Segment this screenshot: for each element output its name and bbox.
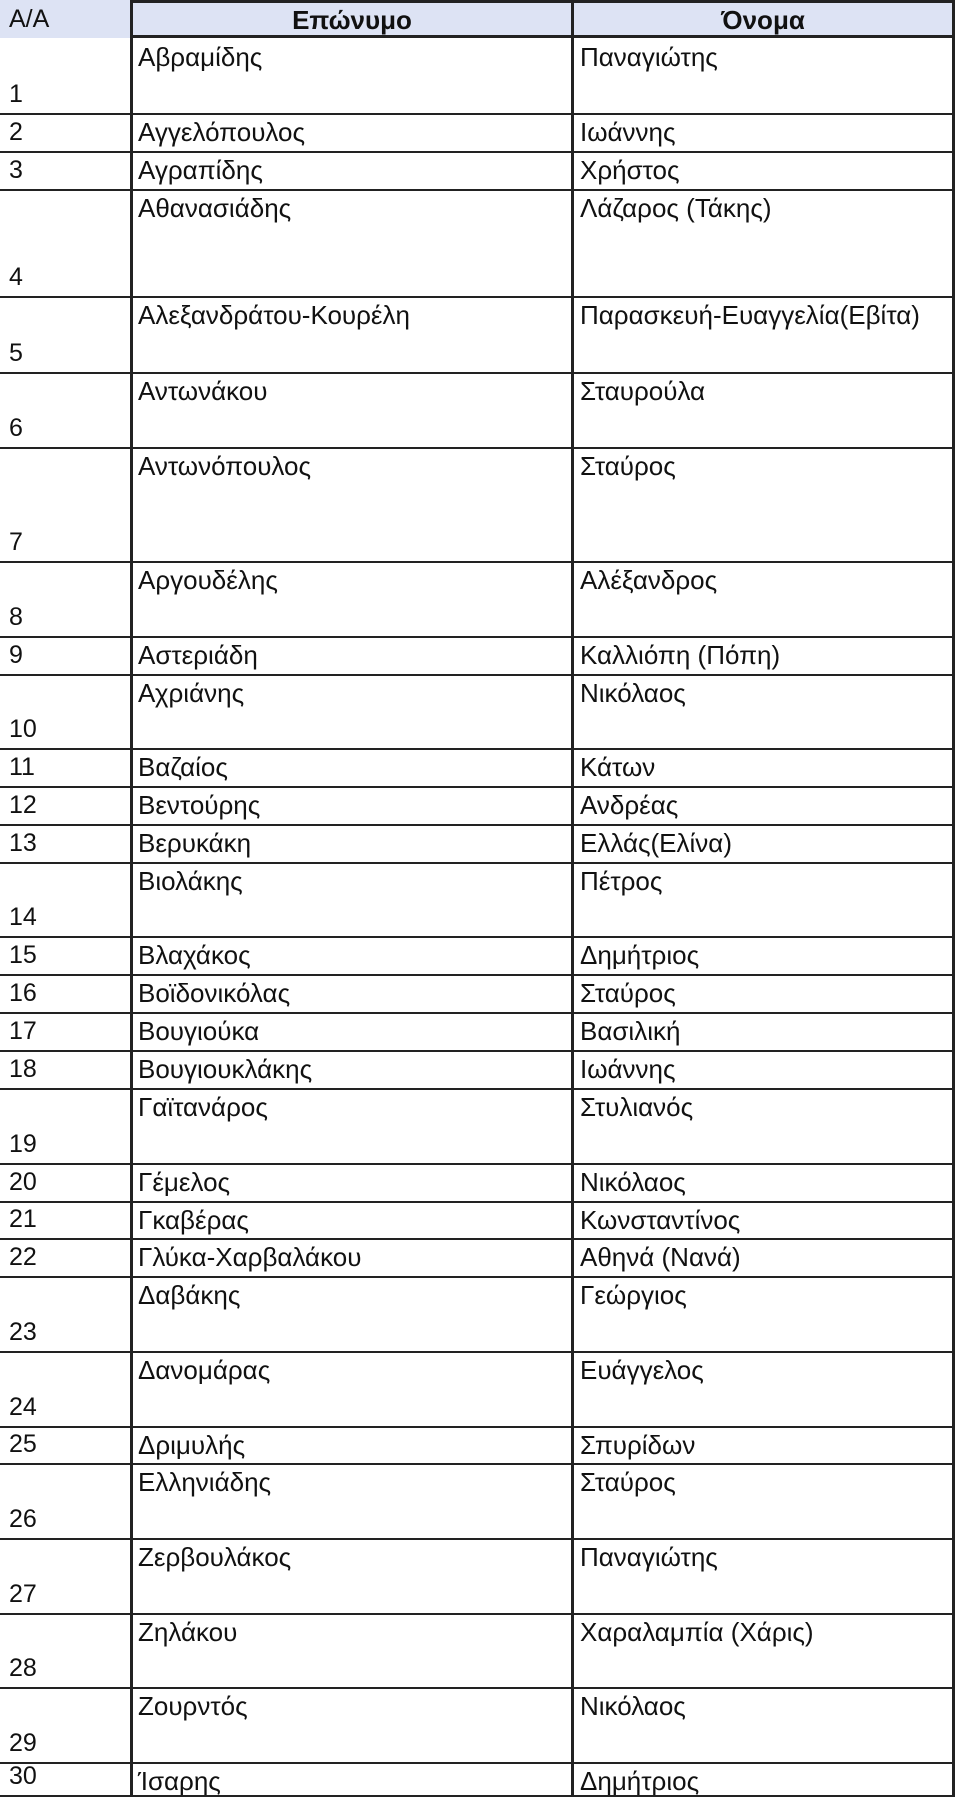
cell-surname[interactable]: Γέμελος — [130, 1163, 571, 1201]
cell-aa[interactable] — [0, 1201, 130, 1238]
row-number: 20 — [9, 1168, 37, 1196]
cell-surname[interactable]: Βουγιουκλάκης — [130, 1050, 571, 1088]
header-row — [0, 0, 955, 38]
cell-aa[interactable] — [0, 561, 130, 636]
table-row — [0, 1088, 955, 1165]
cell-name[interactable]: Νικόλαος — [571, 1163, 955, 1201]
row-number: 11 — [9, 753, 35, 781]
cell-surname[interactable]: Βαζαίος — [130, 748, 571, 786]
cell-aa[interactable] — [0, 1687, 130, 1762]
cell-surname[interactable]: Ίσαρης — [130, 1762, 571, 1795]
table-row — [0, 974, 955, 1014]
table-row — [0, 1276, 955, 1353]
row-number: 15 — [9, 941, 37, 969]
cell-surname[interactable]: Αβραμίδης — [130, 38, 571, 113]
table-row — [0, 936, 955, 976]
row-number: 24 — [9, 1393, 37, 1421]
cell-aa[interactable] — [0, 1613, 130, 1687]
cell-aa[interactable] — [0, 1163, 130, 1201]
table-row — [0, 1238, 955, 1278]
cell-aa[interactable] — [0, 372, 130, 447]
cell-aa[interactable] — [0, 748, 130, 786]
cell-surname[interactable]: Αστεριάδη — [130, 636, 571, 674]
cell-name[interactable]: Γεώργιος — [571, 1276, 955, 1351]
cell-aa[interactable] — [0, 1012, 130, 1050]
row-number: 9 — [9, 641, 23, 669]
header-aa[interactable]: Α/Α — [9, 5, 50, 33]
row-number: 3 — [9, 156, 23, 184]
table-row — [0, 636, 955, 676]
cell-aa[interactable] — [0, 974, 130, 1012]
row-number: 30 — [9, 1762, 37, 1790]
row-number: 25 — [9, 1430, 37, 1458]
cell-aa[interactable] — [0, 1538, 130, 1613]
cell-aa[interactable] — [0, 1276, 130, 1351]
row-number: 1 — [9, 80, 23, 108]
table-row — [0, 1426, 955, 1465]
header-name[interactable]: Όνομα — [571, 0, 955, 38]
row-number: 29 — [9, 1729, 37, 1757]
cell-surname[interactable]: Δανομάρας — [130, 1351, 571, 1426]
cell-name[interactable]: Σταύρος — [571, 447, 955, 561]
cell-aa[interactable] — [0, 936, 130, 974]
cell-name[interactable]: Παρασκευή-Ευαγγελία(Εβίτα) — [571, 296, 955, 372]
cell-aa[interactable] — [0, 1351, 130, 1426]
table-row — [0, 151, 955, 191]
cell-aa[interactable] — [0, 1050, 130, 1088]
cell-name[interactable]: Σταύρος — [571, 974, 955, 1012]
cell-name[interactable]: Ευάγγελος — [571, 1351, 955, 1426]
table-row — [0, 38, 955, 115]
cell-aa[interactable] — [0, 1463, 130, 1538]
cell-aa[interactable] — [0, 447, 130, 561]
cell-aa[interactable] — [0, 113, 130, 151]
cell-name[interactable]: Κωνσταντίνος — [571, 1201, 955, 1238]
table-row — [0, 862, 955, 938]
header-surname[interactable]: Επώνυμο — [130, 0, 571, 38]
cell-aa[interactable] — [0, 1762, 130, 1795]
cell-surname[interactable]: Βεντούρης — [130, 786, 571, 824]
cell-name[interactable]: Πέτρος — [571, 862, 955, 936]
cell-surname[interactable]: Ελληνιάδης — [130, 1463, 571, 1538]
cell-surname[interactable]: Δριμυλής — [130, 1426, 571, 1463]
cell-aa[interactable] — [0, 786, 130, 824]
table-row — [0, 1687, 955, 1764]
cell-surname[interactable]: Αλεξανδράτου-Κουρέλη — [130, 296, 571, 372]
cell-name[interactable]: Αθηνά (Νανά) — [571, 1238, 955, 1276]
table-row — [0, 372, 955, 449]
cell-surname[interactable]: Γαϊτανάρος — [130, 1088, 571, 1163]
cell-surname[interactable]: Ζουρντός — [130, 1687, 571, 1762]
cell-aa[interactable] — [0, 151, 130, 189]
cell-name[interactable]: Ιωάννης — [571, 113, 955, 151]
row-number: 6 — [9, 414, 23, 442]
cell-name[interactable]: Δημήτριος — [571, 936, 955, 974]
row-number: 26 — [9, 1505, 37, 1533]
cell-aa[interactable] — [0, 1426, 130, 1463]
cell-surname[interactable]: Βερυκάκη — [130, 824, 571, 862]
cell-aa[interactable] — [0, 38, 130, 113]
table-row — [0, 1538, 955, 1615]
cell-aa[interactable] — [0, 1088, 130, 1163]
cell-surname[interactable]: Αγραπίδης — [130, 151, 571, 189]
table-row — [0, 1762, 955, 1797]
table-row — [0, 113, 955, 153]
cell-surname[interactable]: Αντωνόπουλος — [130, 447, 571, 561]
cell-name[interactable]: Παναγιώτης — [571, 38, 955, 113]
table-row — [0, 1012, 955, 1052]
cell-surname[interactable]: Αθανασιάδης — [130, 189, 571, 296]
table-row — [0, 786, 955, 826]
cell-aa[interactable] — [0, 674, 130, 748]
row-number: 16 — [9, 979, 37, 1007]
cell-name[interactable]: Χαραλαμπία (Χάρις) — [571, 1613, 955, 1687]
table-row — [0, 561, 955, 638]
row-number: 28 — [9, 1654, 37, 1682]
row-number: 2 — [9, 118, 23, 146]
row-number: 10 — [9, 715, 37, 743]
table-row — [0, 824, 955, 864]
cell-name[interactable]: Σταύρος — [571, 1463, 955, 1538]
row-number: 13 — [9, 829, 37, 857]
row-number: 27 — [9, 1580, 37, 1608]
cell-name[interactable]: Στυλιανός — [571, 1088, 955, 1163]
cell-name[interactable]: Βασιλική — [571, 1012, 955, 1050]
cell-name[interactable]: Παναγιώτης — [571, 1538, 955, 1613]
cell-surname[interactable]: Δαβάκης — [130, 1276, 571, 1351]
cell-name[interactable]: Νικόλαος — [571, 1687, 955, 1762]
table-row — [0, 1163, 955, 1203]
cell-surname[interactable]: Αργουδέλης — [130, 561, 571, 636]
cell-aa[interactable] — [0, 636, 130, 674]
cell-surname[interactable]: Βλαχάκος — [130, 936, 571, 974]
table-row — [0, 189, 955, 298]
cell-name[interactable]: Κάτων — [571, 748, 955, 786]
row-number: 7 — [9, 528, 23, 556]
cell-surname[interactable]: Αχριάνης — [130, 674, 571, 748]
cell-name[interactable]: Ελλάς(Ελίνα) — [571, 824, 955, 862]
row-number: 4 — [9, 263, 23, 291]
cell-surname[interactable]: Γκαβέρας — [130, 1201, 571, 1238]
cell-surname[interactable]: Ζηλάκου — [130, 1613, 571, 1687]
table-row — [0, 1050, 955, 1090]
cell-surname[interactable]: Ζερβουλάκος — [130, 1538, 571, 1613]
table-row — [0, 296, 955, 374]
row-number: 21 — [9, 1205, 37, 1233]
table-row — [0, 674, 955, 750]
cell-name[interactable]: Χρήστος — [571, 151, 955, 189]
cell-aa[interactable] — [0, 189, 130, 296]
cell-surname[interactable]: Αντωνάκου — [130, 372, 571, 447]
cell-aa[interactable] — [0, 862, 130, 936]
cell-name[interactable]: Λάζαρος (Τάκης) — [571, 189, 955, 296]
cell-name[interactable]: Ανδρέας — [571, 786, 955, 824]
cell-aa[interactable] — [0, 296, 130, 372]
cell-name[interactable]: Καλλιόπη (Πόπη) — [571, 636, 955, 674]
row-number: 5 — [9, 339, 23, 367]
row-number: 12 — [9, 791, 37, 819]
cell-surname[interactable]: Βουγιούκα — [130, 1012, 571, 1050]
table-row — [0, 1351, 955, 1428]
cell-name[interactable]: Αλέξανδρος — [571, 561, 955, 636]
row-number: 19 — [9, 1130, 37, 1158]
table-row — [0, 748, 955, 788]
row-number: 18 — [9, 1055, 37, 1083]
row-number: 14 — [9, 903, 37, 931]
table-row — [0, 1463, 955, 1540]
row-number: 8 — [9, 603, 23, 631]
row-number: 22 — [9, 1243, 37, 1271]
cell-name[interactable]: Σπυρίδων — [571, 1426, 955, 1463]
table-row — [0, 1613, 955, 1689]
cell-name[interactable]: Ιωάννης — [571, 1050, 955, 1088]
cell-aa[interactable] — [0, 824, 130, 862]
row-number: 23 — [9, 1318, 37, 1346]
table-row — [0, 447, 955, 563]
cell-aa[interactable] — [0, 1238, 130, 1276]
cell-surname[interactable]: Γλύκα-Χαρβαλάκου — [130, 1238, 571, 1276]
cell-name[interactable]: Σταυρούλα — [571, 372, 955, 447]
table-row — [0, 1201, 955, 1240]
cell-name[interactable]: Δημήτριος — [571, 1762, 955, 1795]
cell-surname[interactable]: Βιολάκης — [130, 862, 571, 936]
cell-name[interactable]: Νικόλαος — [571, 674, 955, 748]
row-number: 17 — [9, 1017, 37, 1045]
cell-surname[interactable]: Βοϊδονικόλας — [130, 974, 571, 1012]
cell-surname[interactable]: Αγγελόπουλος — [130, 113, 571, 151]
